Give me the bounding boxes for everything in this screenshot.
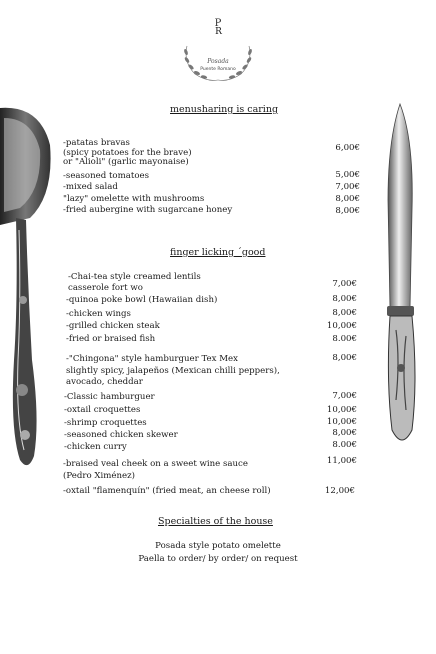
item-line: -patatas bravas bbox=[63, 138, 130, 148]
item-line: casserole fort wo bbox=[68, 283, 143, 293]
item-line: (Pedro Ximénez) bbox=[63, 471, 135, 481]
price-oxtail-croquettes: 10,00€ bbox=[326, 405, 357, 415]
price-flamenquin: 12,00€ bbox=[324, 486, 355, 496]
price-chicken-steak: 10,00€ bbox=[326, 321, 357, 331]
menu-item-classic-hamburguer: -Classic hamburguer bbox=[64, 392, 155, 402]
logo-subtitle: Puente Romano bbox=[200, 67, 236, 72]
menu-item-chicken-skewer: -seasoned chicken skewer bbox=[64, 430, 178, 440]
price-chingona-hamburguer: 8,00€ bbox=[332, 353, 357, 363]
item-line: -braised veal cheek on a sweet wine sauce bbox=[63, 459, 248, 469]
specialty-paella: Paella to order/ by order/ on request bbox=[138, 554, 298, 564]
menu-item-veal-cheek bbox=[63, 458, 248, 482]
menu-item-chicken-wings: -chicken wings bbox=[66, 309, 131, 319]
price-aubergine: 8,00€ bbox=[335, 206, 360, 216]
menu-item-poke-bowl: -quinoa poke bowl (Hawaiian dish) bbox=[66, 295, 218, 305]
price-poke-bowl: 8,00€ bbox=[332, 294, 357, 304]
price-chicken-curry: 8.00€ bbox=[332, 440, 357, 450]
menu-item-patatas-bravas bbox=[63, 139, 192, 168]
knife-illustration-icon bbox=[378, 100, 428, 470]
menu-item-lentils bbox=[68, 272, 201, 294]
price-omelette: 8,00€ bbox=[335, 194, 360, 204]
spoon-illustration-icon bbox=[0, 100, 62, 480]
item-line: -Chai-tea style creamed lentils bbox=[68, 272, 201, 282]
logo-monogram-p: P bbox=[214, 18, 222, 29]
price-veal-cheek: 11,00€ bbox=[326, 456, 357, 466]
menu-item-aubergine: -fried aubergine with sugarcane honey bbox=[63, 205, 233, 215]
item-line: avocado, cheddar bbox=[66, 377, 143, 387]
price-lentils: 7,00€ bbox=[332, 279, 357, 289]
item-line: (spicy potatoes for the brave) bbox=[63, 147, 192, 158]
menu-item-oxtail-croquettes: -oxtail croquettes bbox=[64, 405, 141, 415]
item-line: or "Alioli" (garlic mayonaise) bbox=[63, 157, 189, 167]
menu-item-chingona-hamburguer bbox=[66, 354, 280, 389]
menu-item-fish: -fried or braised fish bbox=[66, 334, 156, 344]
item-line: slightly spicy, jalapeños (Mexican chilli peppers), bbox=[66, 365, 280, 376]
section-heading-specialties: Specialties of the house bbox=[158, 516, 273, 527]
menu-item-tomatoes: -seasoned tomatoes bbox=[63, 171, 149, 181]
price-classic-hamburguer: 7,00€ bbox=[332, 391, 357, 401]
menu-item-shrimp-croquettes: -shrimp croquettes bbox=[64, 418, 147, 428]
price-tomatoes: 5,00€ bbox=[335, 170, 360, 180]
menu-item-mixed-salad: -mixed salad bbox=[63, 182, 118, 192]
restaurant-logo bbox=[175, 18, 261, 88]
menu-item-omelette: "lazy" omelette with mushrooms bbox=[63, 194, 205, 204]
price-mixed-salad: 7,00€ bbox=[335, 182, 360, 192]
price-chicken-wings: 8,00€ bbox=[332, 308, 357, 318]
menu-item-chicken-steak: -grilled chicken steak bbox=[66, 321, 160, 331]
section-heading-sharing: menusharing is caring bbox=[170, 104, 279, 115]
price-fish: 8.00€ bbox=[332, 334, 357, 344]
menu-item-flamenquin: -oxtail "flamenquín" (fried meat, an cheese roll) bbox=[63, 486, 271, 496]
price-chicken-skewer: 8,00€ bbox=[332, 428, 357, 438]
price-patatas-bravas: 6,00€ bbox=[335, 143, 360, 153]
logo-monogram-r: R bbox=[215, 27, 221, 37]
price-shrimp-croquettes: 10,00€ bbox=[326, 417, 357, 427]
section-heading-finger-licking: finger licking ´good bbox=[170, 247, 266, 258]
item-line: -"Chingona" style hamburguer Tex Mex bbox=[66, 354, 238, 364]
logo-script-name: Posada bbox=[207, 58, 229, 65]
specialty-potato-omelette: Posada style potato omelette bbox=[155, 541, 281, 551]
menu-item-chicken-curry: -chicken curry bbox=[64, 442, 127, 452]
